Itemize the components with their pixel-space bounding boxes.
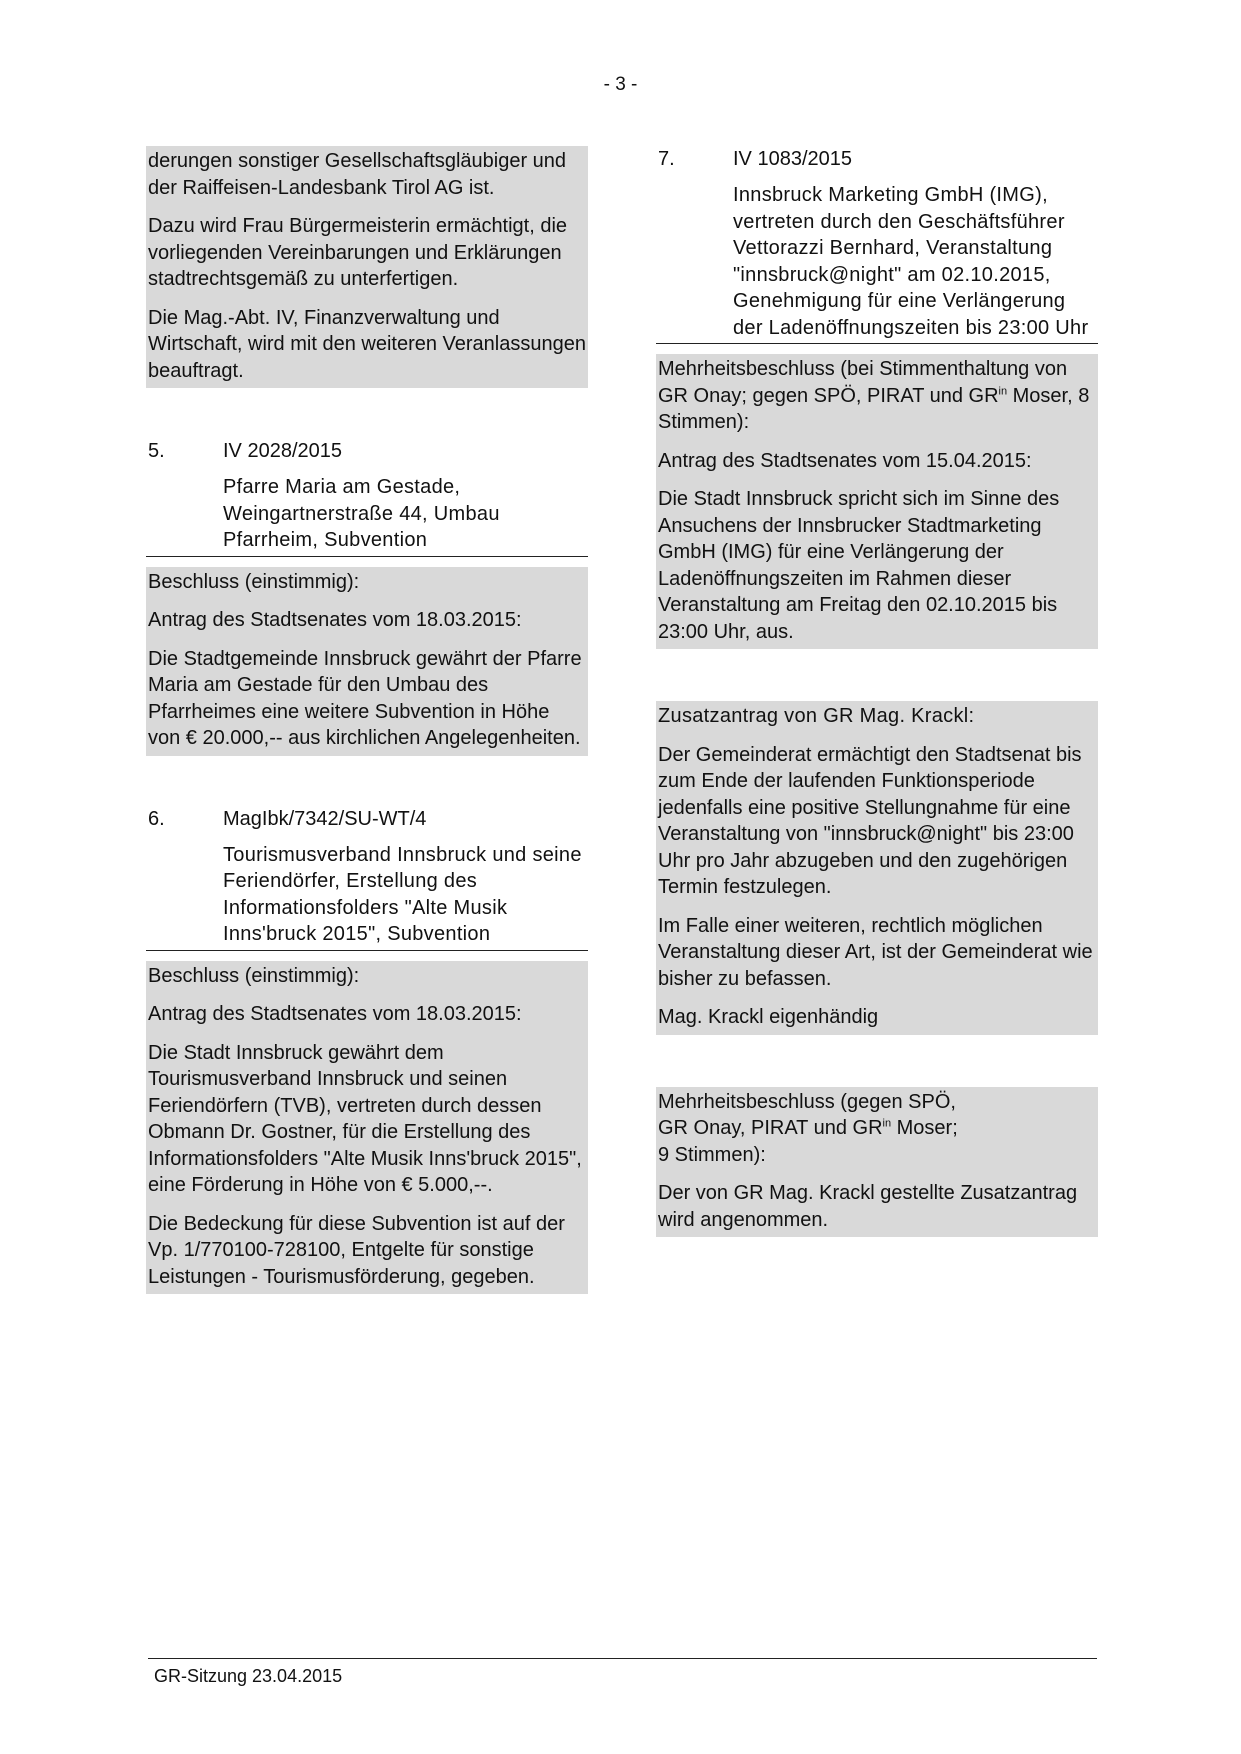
item-code: MagIbk/7342/SU-WT/4: [223, 807, 427, 830]
additional-motion-text: Im Falle einer weiteren, rechtlich möglichen Veranstaltung dieser Art, ist der Gemeinderat wie bisher zu befassen.: [658, 914, 1093, 990]
item-title: Tourismusverband Innsbruck und seine Feriendörfer, Erstellung des Informationsfolders "Alte Musik Inns'bruck 2015", Subvention: [223, 843, 582, 945]
decision-label: Beschluss (einstimmig):: [148, 570, 360, 593]
additional-motion-decision: [656, 1087, 1098, 1238]
footer-text: GR-Sitzung 23.04.2015: [154, 1666, 343, 1686]
additional-motion-heading: Zusatzantrag von GR Mag. Krackl:: [658, 705, 975, 727]
resolution-text: Die Stadt Innsbruck gewährt dem Tourismusverband Innsbruck und seinen Feriendörfern (TVB), vertreten durch dessen Obmann Dr. Gostner, für die Erstellung des Informationsfolders "Alte Musik Inns'bruck 2015", eine Förderung in Höhe von € 5.000,--.: [148, 1041, 582, 1196]
continuation-paragraph: derungen sonstiger Gesellschaftsgläubiger und der Raiffeisen-Landesbank Tirol AG ist.: [148, 150, 567, 199]
footer-divider: [148, 1658, 1097, 1659]
signature-note: Mag. Krackl eigenhändig: [658, 1006, 879, 1028]
resolution-text: Die Stadt Innsbruck spricht sich im Sinne des Ansuchens der Innsbrucker Stadtmarketing GmbH (IMG) für eine Verlängerung der Ladenöffnungszeiten im Rahmen dieser Veranstaltung am Freitag den 02.10.2015 bis 23:00 Uhr, aus.: [658, 488, 1060, 643]
right-column: [656, 146, 1098, 1237]
item-number: 7.: [658, 148, 675, 170]
decision-text: Der von GR Mag. Krackl gestellte Zusatzantrag wird angenommen.: [658, 1182, 1078, 1231]
page-number: - 3 -: [603, 74, 638, 95]
decision-label: Mehrheitsbeschluss (gegen SPÖ, GR Onay, PIRAT und $GR^{in}$ Moser; 9 Stimmen):: [658, 1090, 958, 1166]
item-title: Pfarre Maria am Gestade, Weingartnerstraße 44, Umbau Pfarrheim, Subvention: [223, 476, 500, 551]
continuation-paragraph: Dazu wird Frau Bürgermeisterin ermächtigt, die vorliegenden Vereinbarungen und Erklärungen stadtrechtsgemäß zu unterfertigen.: [148, 215, 568, 290]
item-title: Innsbruck Marketing GmbH (IMG), vertreten durch den Geschäftsführer Vettorazzi Bernhard, Veranstaltung "innsbruck@night" am 02.10.2015, Genehmigung für eine Verlängerung der Ladenöffnungszeiten bis 23:00 Uhr: [733, 184, 1089, 339]
continuation-block: [146, 146, 588, 388]
item-code: IV 1083/2015: [733, 148, 852, 170]
additional-motion: [656, 701, 1098, 1035]
item-code: IV 2028/2015: [223, 440, 342, 462]
agenda-item-7: [656, 146, 1098, 344]
resolution-text: Die Stadtgemeinde Innsbruck gewährt der Pfarre Maria am Gestade für den Umbau des Pfarrheimes eine weitere Subvention in Höhe von € 20.000,-- aus kirchlichen Angelegenheiten.: [148, 647, 582, 749]
item-number: 6.: [148, 807, 165, 830]
motion-label: Antrag des Stadtsenates vom 15.04.2015:: [658, 449, 1032, 472]
decision-label: Beschluss (einstimmig):: [148, 964, 360, 987]
agenda-item-5: [146, 438, 588, 557]
continuation-paragraph: Die Mag.-Abt. IV, Finanzverwaltung und Wirtschaft, wird mit den weiteren Veranlassungen beauftragt.: [148, 306, 586, 382]
resolution-text: Die Bedeckung für diese Subvention ist auf der Vp. 1/770100-728100, Entgelte für sonstige Leistungen - Tourismusförderung, gegeben.: [148, 1212, 565, 1288]
item-number: 5.: [148, 440, 165, 462]
agenda-item-6: [146, 806, 588, 951]
left-column: [146, 146, 588, 1294]
additional-motion-text: Der Gemeinderat ermächtigt den Stadtsenat bis zum Ende der laufenden Funktionsperiode jedenfalls eine positive Stellungnahme für eine Veranstaltung von "innsbruck@night" bis 23:00 Uhr pro Jahr abzugeben und den zugehörigen Termin festzulegen.: [658, 743, 1082, 898]
decision-label: Mehrheitsbeschluss (bei Stimmenthaltung von GR Onay; gegen SPÖ, PIRAT und $GR^{in}$ Moser, 8 Stimmen):: [658, 358, 1090, 433]
item-5-resolution: [146, 567, 588, 756]
item-7-resolution: [656, 354, 1098, 649]
item-6-resolution: [146, 961, 588, 1295]
motion-label: Antrag des Stadtsenates vom 18.03.2015:: [148, 1003, 522, 1025]
motion-label: Antrag des Stadtsenates vom 18.03.2015:: [148, 609, 522, 631]
